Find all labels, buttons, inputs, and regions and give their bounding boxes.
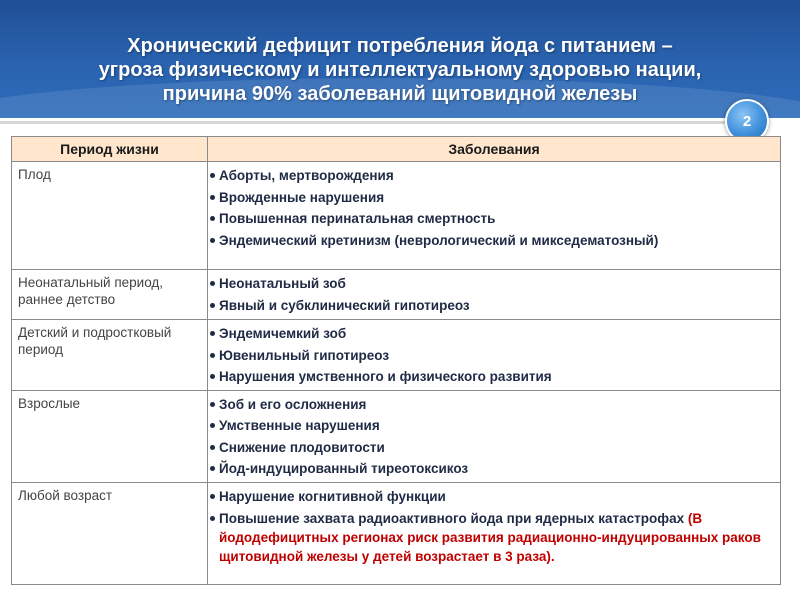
slide-title [40, 34, 760, 106]
disease-item: Эндемический кретинизм (неврологический и микседематозный) [210, 230, 776, 252]
diseases-cell [208, 162, 781, 270]
column-header-period: Период жизни [12, 137, 208, 162]
disease-item: Йод-индуцированный тиреотоксикоз [210, 458, 776, 480]
period-cell: Взрослые [12, 390, 208, 482]
table-row [12, 390, 781, 482]
diseases-cell [208, 270, 781, 320]
table-header-row [12, 137, 781, 162]
table-row [12, 162, 781, 270]
disease-item: Явный и субклинический гипотиреоз [210, 295, 776, 317]
disease-item: Снижение плодовитости [210, 437, 776, 459]
table-row [12, 482, 781, 584]
period-cell: Детский и подростковый период [12, 320, 208, 391]
period-cell: Неонатальный период, раннее детство [12, 270, 208, 320]
title-line-2: угроза физическому и интеллектуальному здоровью нации, [98, 59, 702, 81]
header-divider [0, 121, 725, 124]
column-header-diseases: Заболевания [208, 137, 781, 162]
disease-item: Эндемичемкий зоб [210, 323, 776, 345]
period-cell: Любой возраст [12, 482, 208, 584]
diseases-cell [208, 320, 781, 391]
disease-item: Ювенильный гипотиреоз [210, 345, 776, 367]
disease-item: Умственные нарушения [210, 415, 776, 437]
disease-item: Зоб и его осложнения [210, 394, 776, 416]
diseases-cell [208, 482, 781, 584]
disease-item: Неонатальный зоб [210, 273, 776, 295]
diseases-cell [208, 390, 781, 482]
page-number-badge: 2 [725, 99, 769, 143]
disease-item: Нарушения умственного и физического развития [210, 366, 776, 388]
disease-item-with-note [210, 509, 776, 566]
disease-item: Аборты, мертворождения [210, 165, 776, 187]
table-row [12, 270, 781, 320]
title-line-1: Хронический дефицит потребления йода с питанием – [127, 35, 673, 57]
disease-item: Нарушение когнитивной функции [210, 486, 776, 508]
red-note: (В йододефицитных регионах риск развития радиационно-индуцированных раков щитовидной железы у детей возрастает в 3 раза). [219, 511, 761, 564]
disease-text: Повышение захвата радиоактивного йода при ядерных катастрофах [219, 511, 685, 526]
disease-item: Врожденные нарушения [210, 187, 776, 209]
disease-table [11, 136, 781, 585]
slide-header [0, 0, 800, 118]
title-line-3: причина 90% заболеваний щитовидной железы [162, 83, 638, 105]
table-row [12, 320, 781, 391]
disease-item: Повышенная перинатальная смертность [210, 208, 776, 230]
period-cell: Плод [12, 162, 208, 270]
